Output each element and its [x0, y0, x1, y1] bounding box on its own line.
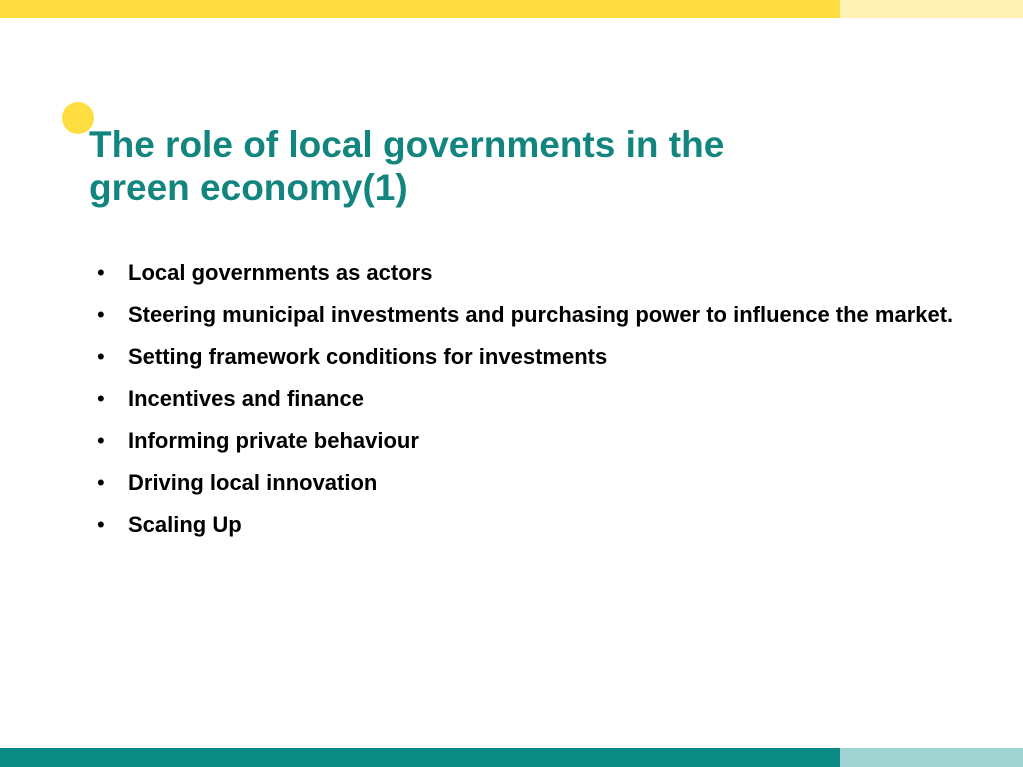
bullet-text: Incentives and finance [128, 386, 364, 411]
bottom-accent-bar-light [840, 748, 1023, 767]
bullet-item [97, 513, 967, 537]
bullet-list [97, 261, 967, 555]
bullet-item [97, 471, 967, 495]
bullet-text: Informing private behaviour [128, 428, 419, 453]
bullet-marker: • [97, 302, 105, 327]
bullet-item [97, 345, 967, 369]
bullet-item [97, 303, 967, 327]
bullet-item [97, 387, 967, 411]
bullet-text: Scaling Up [128, 512, 242, 537]
bullet-text: Driving local innovation [128, 470, 378, 495]
bullet-marker: • [97, 470, 105, 495]
bullet-marker: • [97, 428, 105, 453]
bullet-text: Local governments as actors [128, 260, 433, 285]
bullet-marker: • [97, 386, 105, 411]
top-accent-bar [0, 0, 840, 18]
bullet-text: Setting framework conditions for investments [128, 344, 608, 369]
slide-title [89, 123, 869, 209]
bullet-marker: • [97, 344, 105, 369]
top-accent-bar-light [840, 0, 1023, 18]
bullet-marker: • [97, 512, 105, 537]
bullet-item [97, 261, 967, 285]
slide-title-line-2: green economy(1) [89, 167, 408, 208]
bottom-accent-bar [0, 748, 840, 767]
bullet-item [97, 429, 967, 453]
bullet-text: Steering municipal investments and purchasing power to influence the market. [128, 302, 954, 327]
slide-title-line-1: The role of local governments in the [89, 124, 725, 165]
bullet-marker: • [97, 260, 105, 285]
